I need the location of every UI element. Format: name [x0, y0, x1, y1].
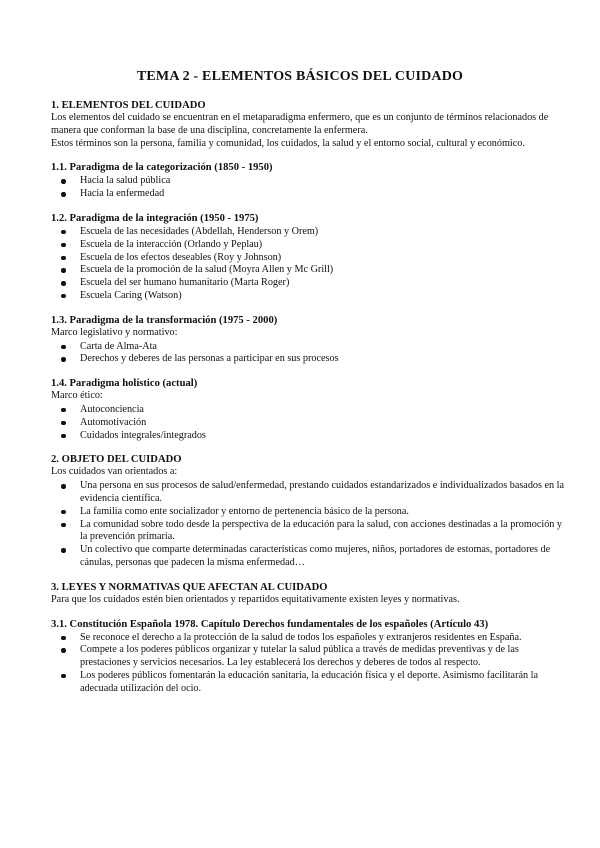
list-item: La comunidad sobre todo desde la perspectiva de la educación para la salud, con acciones destinadas a la promoción y la prevención primaria.: [73, 519, 571, 545]
bullet-list: [51, 175, 571, 201]
section-3-1: [51, 618, 571, 696]
bullet-list: [51, 341, 571, 367]
bullet-list: [51, 480, 571, 570]
list-item: Escuela de la interacción (Orlando y Peplau): [73, 239, 571, 252]
paragraph: Los cuidados van orientados a:: [51, 466, 178, 478]
section-1-1-heading: 1.1. Paradigma de la categorización (1850 - 1950): [51, 162, 273, 174]
list-item: Hacia la enfermedad: [73, 188, 571, 201]
list-item: Autoconciencia: [73, 404, 571, 417]
list-item: Cuidados integrales/integrados: [73, 430, 571, 443]
section-1-3: [51, 314, 571, 366]
section-1-1: [51, 161, 571, 201]
list-item: Hacia la salud pública: [73, 175, 571, 188]
document-body: [51, 99, 571, 707]
list-item: Derechos y deberes de las personas a participar en sus procesos: [73, 353, 571, 366]
paragraph: Marco legislativo y normativo:: [51, 326, 178, 338]
section-1-4-heading: 1.4. Paradigma holístico (actual): [51, 378, 198, 390]
paragraph: Marco ético:: [51, 390, 103, 402]
list-item: Carta de Alma-Ata: [73, 341, 571, 354]
section-1-4: [51, 377, 571, 442]
bullet-list: [51, 632, 571, 696]
bullet-list: [51, 226, 571, 303]
paragraph: Para que los cuidados estén bien orientados y repartidos equitativamente existen leyes y normativas.: [51, 593, 460, 605]
list-item: Escuela de los efectos deseables (Roy y Johnson): [73, 252, 571, 265]
list-item: Un colectivo que comparte determinadas características como mujeres, niños, portadores de estomas, portadores de cánulas, personas que padecen la misma enfermedad…: [73, 544, 571, 570]
paragraph: Los elementos del cuidado se encuentran en el metaparadigma enfermero, que es un conjunto de términos relacionados de manera que conforman la base de una disciplina, concretamente la enfermera.: [51, 112, 549, 136]
list-item: Los poderes públicos fomentarán la educación sanitaria, la educación física y el deporte. Asimismo facilitarán la adecuada utilización del ocio.: [73, 670, 571, 696]
section-1-2-heading: 1.2. Paradigma de la integración (1950 - 1975): [51, 212, 259, 224]
section-2-heading: 2. OBJETO DEL CUIDADO: [51, 454, 182, 466]
section-2: [51, 453, 571, 569]
section-1-heading: 1. ELEMENTOS DEL CUIDADO: [51, 100, 206, 111]
section-3-heading: 3. LEYES Y NORMATIVAS QUE AFECTAN AL CUIDADO: [51, 581, 328, 593]
list-item: Escuela de la promoción de la salud (Moyra Allen y Mc Grill): [73, 264, 571, 277]
list-item: Automotivación: [73, 417, 571, 430]
section-1: [51, 99, 571, 150]
list-item: Se reconoce el derecho a la protección de la salud de todos los españoles y extranjeros residentes en España.: [73, 632, 571, 645]
list-item: Escuela Caring (Watson): [73, 290, 571, 303]
list-item: Compete a los poderes públicos organizar y tutelar la salud pública a través de medidas preventivas y de las prestaciones y servicios necesarios. La ley establecerá los derechos y deberes de todos al respecto.: [73, 644, 571, 670]
bullet-list: [51, 404, 571, 442]
list-item: La familia como ente socializador y entorno de pertenencia básico de la persona.: [73, 506, 571, 519]
section-3-1-heading: 3.1. Constitución Española 1978. Capítulo Derechos fundamentales de los españoles (Artículo 43): [51, 618, 489, 630]
paragraph: Estos términos son la persona, familia y comunidad, los cuidados, la salud y el entorno social, cultural y económico.: [51, 137, 525, 149]
document-title: TEMA 2 - ELEMENTOS BÁSICOS DEL CUIDADO: [136, 69, 464, 84]
section-1-3-heading: 1.3. Paradigma de la transformación (1975 - 2000): [51, 314, 278, 326]
list-item: Una persona en sus procesos de salud/enfermedad, prestando cuidados estandarizados e individualizados basados en la evidencia científica.: [73, 480, 571, 506]
section-1-2: [51, 212, 571, 303]
section-3: [51, 581, 571, 607]
list-item: Escuela del ser humano humanitario (Marta Roger): [73, 277, 571, 290]
list-item: Escuela de las necesidades (Abdellah, Henderson y Orem): [73, 226, 571, 239]
